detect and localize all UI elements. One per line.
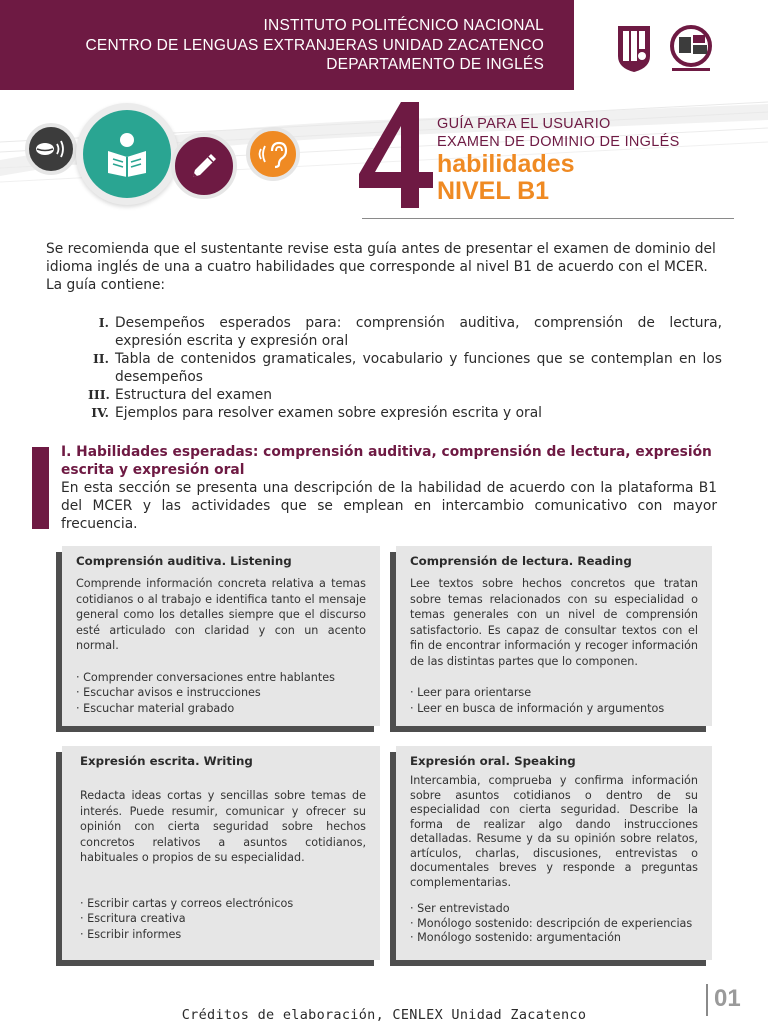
list-item: · Escritura creativa	[80, 911, 366, 927]
reading-box	[396, 546, 712, 726]
list-item: · Leer en busca de información y argumentos	[410, 701, 698, 717]
list-item: II. Tabla de contenidos gramaticales, vocabulario y funciones que se contemplan en los desempeños	[92, 351, 722, 385]
writing-box	[62, 746, 380, 960]
activity-list	[410, 902, 698, 946]
speaking-icon	[25, 123, 77, 175]
institution-header	[86, 16, 544, 75]
list-item: · Monólogo sostenido: descripción de experiencias	[410, 917, 698, 932]
skills-number	[355, 96, 435, 214]
page-number: 01	[714, 985, 741, 1012]
guide-level: NIVEL B1	[437, 177, 550, 205]
page-number-divider	[706, 984, 708, 1016]
guide-subtitle-1: GUÍA PARA EL USUARIO	[437, 116, 611, 132]
list-item: · Comprender conversaciones entre hablantes	[76, 670, 366, 686]
box-description: Comprende información concreta relativa a temas cotidianos o al trabajo e identifica tanto el mensaje general como los detalles siempre que el discurso esté articulado con claridad y con un acento normal.	[76, 577, 366, 652]
section-description: En esta sección se presenta una descripción de la habilidad de acuerdo con la plataforma B1 del MCER y las actividades que se emplean en intercambio comunicativo con mayor frecuencia.	[61, 480, 717, 532]
box-description: Intercambia, comprueba y confirma información sobre asuntos cotidianos o dentro de su especialidad con cierta seguridad. Describe la forma de realizar algo dando instrucciones detalladas. Resume y da su opinión sobre relatos, artículos, charlas, discusiones, entrevistas o documentales breves y responde a preguntas complementarias.	[410, 774, 698, 889]
box-description: Redacta ideas cortas y sencillas sobre temas de interés. Puede resumir, comunicar y ofrecer su opinión con cierta seguridad sobre hechos concretos relativos a asuntos cotidianos, habituales o propios de su especialidad.	[80, 789, 366, 864]
institution-name: INSTITUTO POLITÉCNICO NACIONAL	[263, 17, 544, 34]
intro-paragraph: Se recomienda que el sustentante revise esta guía antes de presentar el examen de dominio del idioma inglés de una a cuatro habilidades que corresponde al nivel B1 de acuerdo con el MCER. La guía contiene:	[46, 241, 716, 293]
listening-icon	[246, 127, 300, 181]
guide-subtitle-2: EXAMEN DE DOMINIO DE INGLÉS	[437, 133, 680, 150]
department-name: DEPARTAMENTO DE INGLÉS	[326, 56, 544, 73]
list-item: IV. Ejemplos para resolver examen sobre expresión escrita y oral	[91, 405, 542, 421]
section-accent-bar	[32, 447, 49, 529]
listening-box	[62, 546, 380, 726]
list-item: · Escribir cartas y correos electrónicos	[80, 896, 366, 912]
box-title: Comprensión auditiva. Listening	[76, 554, 292, 568]
list-item: · Escribir informes	[80, 927, 366, 943]
list-item: · Escuchar material grabado	[76, 701, 366, 717]
box-title: Comprensión de lectura. Reading	[410, 554, 632, 568]
center-name: CENTRO DE LENGUAS EXTRANJERAS UNIDAD ZACATENCO	[85, 36, 544, 54]
box-description: Lee textos sobre hechos concretos que tratan sobre temas relacionados con su especialidad o temas generales con un nivel de comprensión satisfactorio. Es capaz de consultar textos con el fin de encontrar información y recoger información de las distintas partes que lo componen.	[410, 577, 698, 668]
writing-icon	[171, 133, 237, 199]
ipn-logo	[614, 22, 654, 74]
box-title: Expresión oral. Speaking	[410, 754, 576, 768]
list-item: · Monólogo sostenido: argumentación	[410, 931, 698, 946]
cenlex-logo	[664, 24, 720, 74]
activity-list	[80, 896, 366, 943]
contents-list	[88, 314, 722, 422]
header-band	[0, 0, 574, 90]
activity-list	[76, 670, 366, 717]
reading-icon	[83, 110, 171, 198]
title-divider	[362, 218, 734, 219]
speaking-box	[396, 746, 712, 960]
list-item: · Ser entrevistado	[410, 902, 698, 917]
box-title: Expresión escrita. Writing	[80, 754, 253, 768]
activity-list	[410, 685, 698, 716]
list-item: · Leer para orientarse	[410, 685, 698, 701]
guide-title	[437, 116, 680, 205]
list-item: III. Estructura del examen	[88, 387, 272, 403]
guide-heading: habilidades	[437, 150, 575, 178]
list-item: I. Desempeños esperados para: comprensión auditiva, comprensión de lectura, expresión escrita y expresión oral	[98, 315, 722, 349]
list-item: · Escuchar avisos e instrucciones	[76, 685, 366, 701]
section-title: I. Habilidades esperadas: comprensión auditiva, comprensión de lectura, expresión escrita y expresión oral	[61, 444, 712, 478]
credits-footer: Créditos de elaboración, CENLEX Unidad Zacatenco	[181, 1007, 587, 1023]
